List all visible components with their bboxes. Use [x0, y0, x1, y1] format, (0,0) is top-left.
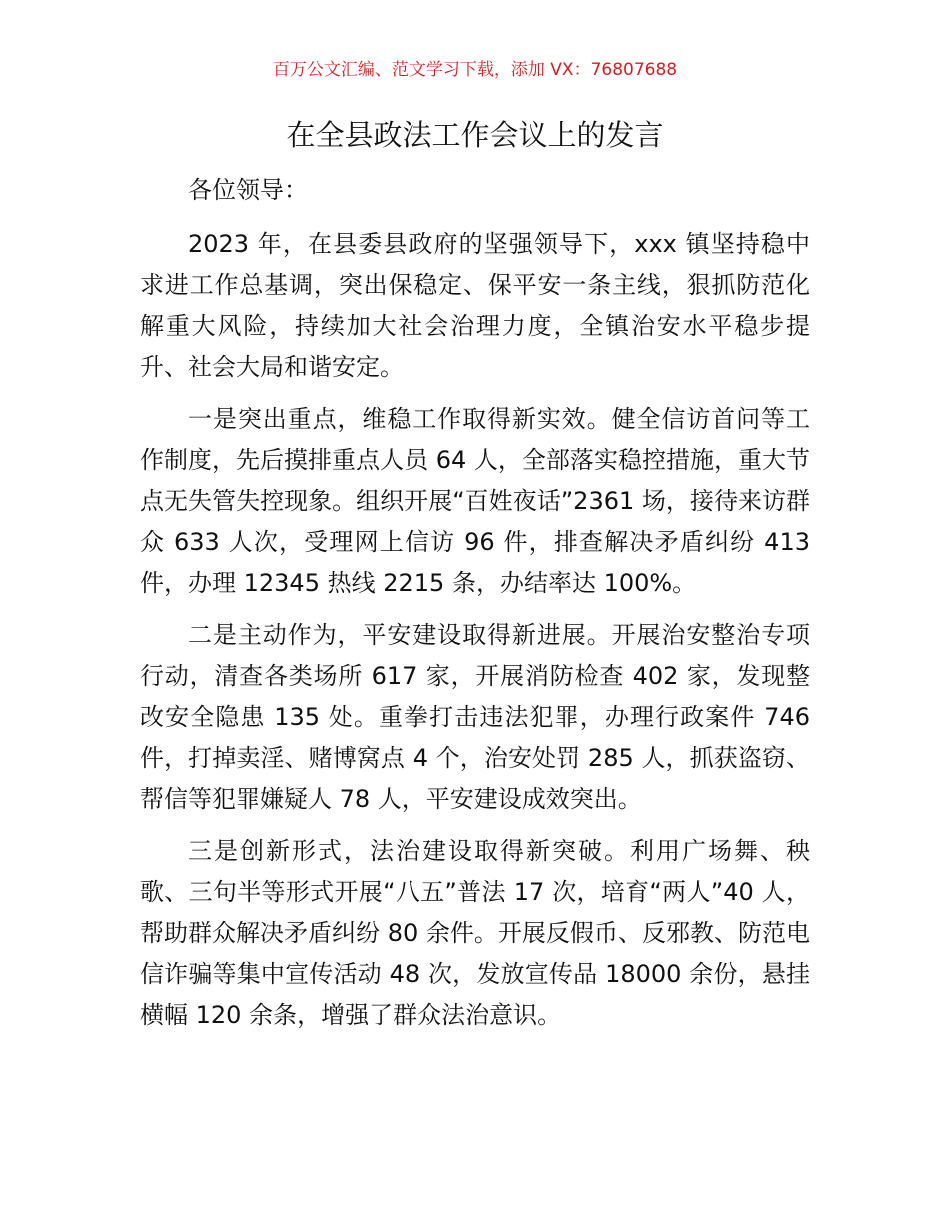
paragraph-safety: 二是主动作为，平安建设取得新进展。开展治安整治专项行动，清查各类场所 617 家，开展消防检查 402 家，发现整改安全隐患 135 处。重拳打击违法犯罪，办理行政案件 746 件，打掉卖淫、赌博窝点 4 个，治安处罚 285 人，抓获盗窃、帮信等犯罪嫌疑人 78 人，平安建设成效突出。 — [140, 621, 810, 813]
salutation: 各位领导： — [188, 176, 308, 204]
header-banner: 百万公文汇编、范文学习下载，添加 VX：76807688 — [272, 60, 678, 80]
intro-paragraph: 2023 年，在县委县政府的坚强领导下，xxx 镇坚持稳中求进工作总基调，突出保稳定、保平安一条主线，狠抓防范化解重大风险，持续加大社会治理力度，全镇治安水平稳步提升、社会大局和谐安定。 — [140, 230, 810, 381]
paragraph-stability: 一是突出重点，维稳工作取得新实效。健全信访首问等工作制度，先后摸排重点人员 64 人，全部落实稳控措施，重大节点无失管失控现象。组织开展“百姓夜话”2361 场，接待来访群众 633 人次，受理网上信访 96 件，排查解决矛盾纠纷 413 件，办理 12345 热线 2215 条，办结率达 100%。 — [140, 405, 810, 597]
document-title: 在全县政法工作会议上的发言 — [286, 118, 664, 152]
paragraph-rule-of-law: 三是创新形式，法治建设取得新突破。利用广场舞、秧歌、三句半等形式开展“八五”普法 17 次，培育“两人”40 人，帮助群众解决矛盾纠纷 80 余件。开展反假币、反邪教、防范电信诈骗等集中宣传活动 48 次，发放宣传品 18000 余份，悬挂横幅 120 余条，增强了群众法治意识。 — [140, 837, 810, 1029]
document-body — [140, 170, 810, 1047]
